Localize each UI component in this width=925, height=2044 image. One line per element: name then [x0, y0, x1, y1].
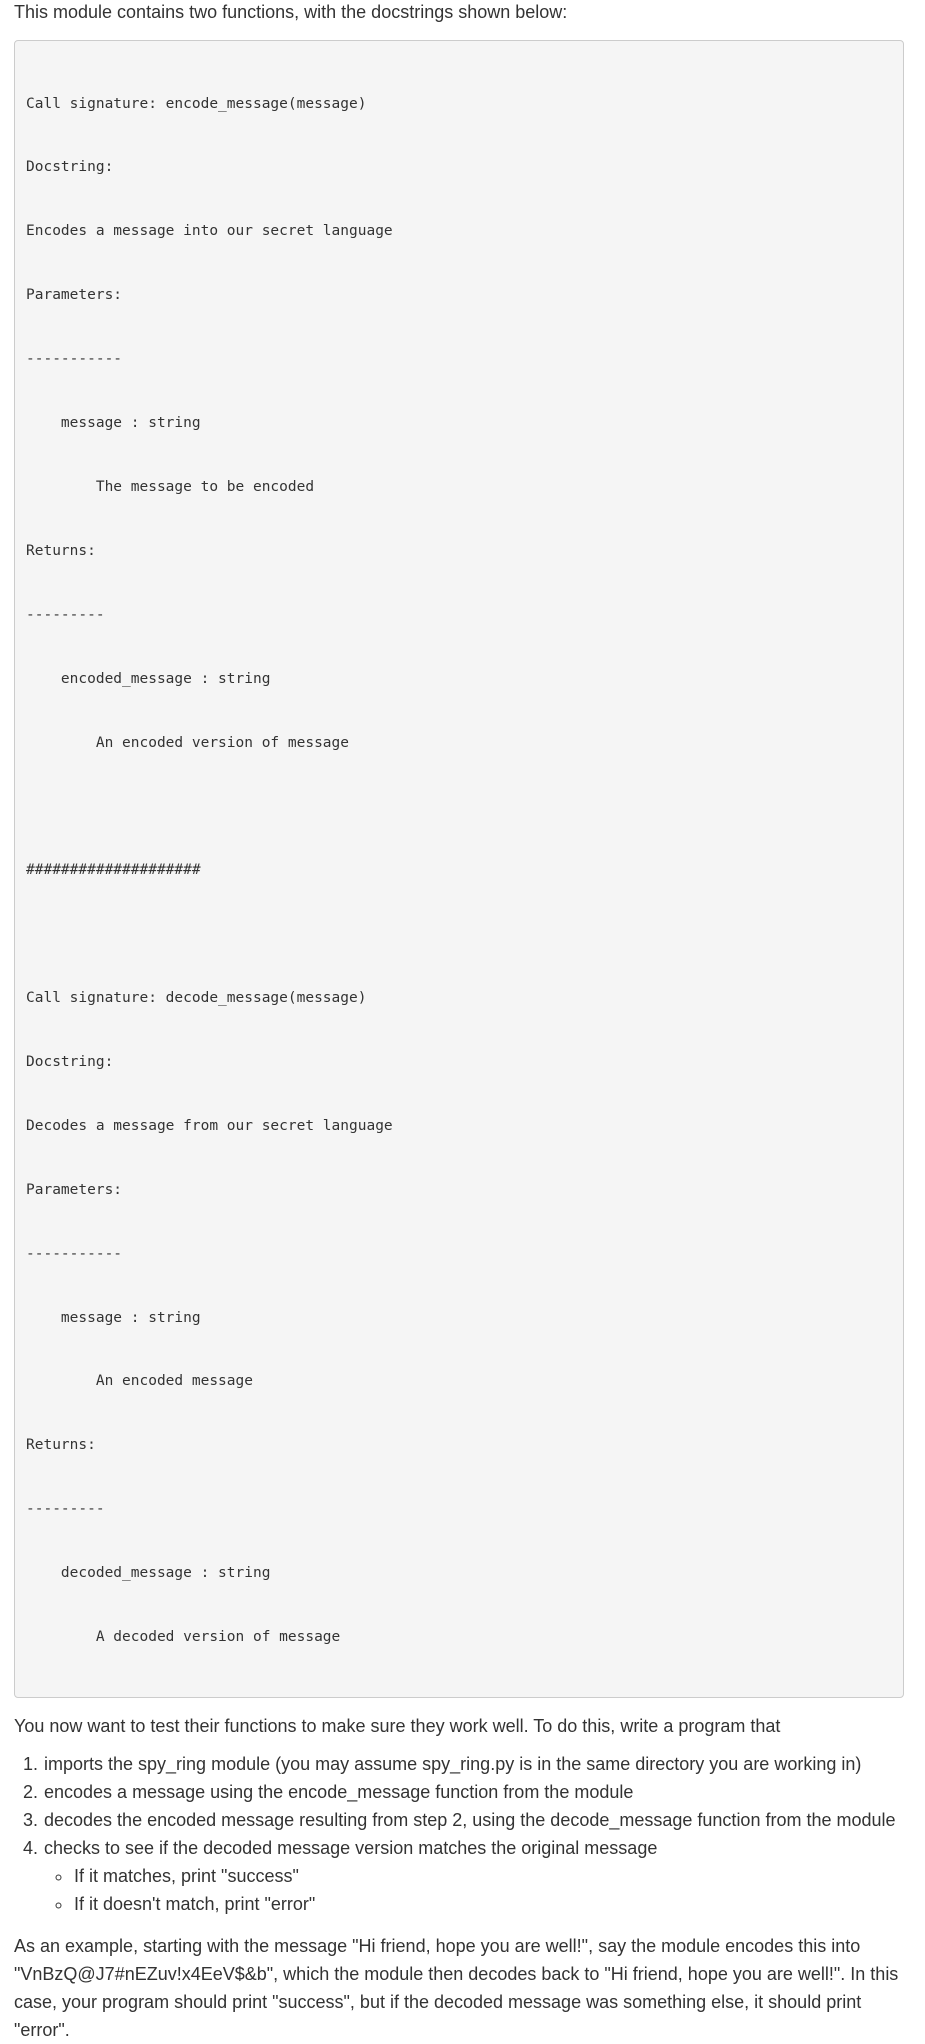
code-line: decoded_message : string	[26, 1565, 271, 1582]
code-line: ####################	[26, 862, 201, 879]
code-line: Parameters:	[26, 1181, 123, 1198]
code-line: Parameters:	[26, 287, 123, 304]
docstring-code-block	[14, 40, 904, 1698]
code-line: The message to be encoded	[26, 478, 315, 495]
code-line: An encoded message	[26, 1373, 253, 1390]
code-line: -----------	[26, 1245, 123, 1262]
code-line: A decoded version of message	[26, 1628, 341, 1645]
code-line: Encodes a message into our secret language	[26, 223, 393, 240]
code-line: message : string	[26, 415, 201, 432]
code-line: An encoded version of message	[26, 734, 350, 751]
code-line: ---------	[26, 606, 105, 623]
code-line	[26, 924, 892, 945]
list-item	[73, 1862, 909, 1890]
code-line: Call signature: decode_message(message)	[26, 990, 367, 1007]
code-line: message : string	[26, 1309, 201, 1326]
steps-list	[14, 1750, 909, 1918]
code-line: Docstring:	[26, 1053, 114, 1070]
task-intro-text: You now want to test their functions to make sure they work well. To do this, write a program that	[14, 1715, 781, 1736]
code-line: Docstring:	[26, 159, 114, 176]
list-item	[43, 1750, 909, 1778]
code-line: Call signature: encode_message(message)	[26, 95, 367, 112]
code-line: -----------	[26, 351, 123, 368]
list-item	[43, 1806, 909, 1834]
list-item	[73, 1890, 909, 1918]
step-text: imports the spy_ring module (you may assume spy_ring.py is in the same directory you are working in)	[44, 1753, 862, 1774]
list-item	[43, 1778, 909, 1806]
substep-text: If it doesn't match, print "error"	[74, 1893, 316, 1914]
step-text: encodes a message using the encode_message function from the module	[44, 1781, 634, 1802]
step-text: checks to see if the decoded message version matches the original message	[44, 1837, 658, 1858]
step-text: decodes the encoded message resulting from step 2, using the decode_message function from the module	[44, 1809, 896, 1830]
document	[14, 0, 909, 2044]
code-line	[26, 796, 892, 817]
code-line: ---------	[26, 1501, 105, 1518]
intro-text: This module contains two functions, with the docstrings shown below:	[14, 2, 568, 22]
code-line: Returns:	[26, 542, 96, 559]
substeps-list	[44, 1862, 909, 1918]
code-line: Decodes a message from our secret language	[26, 1117, 393, 1134]
list-item	[43, 1834, 909, 1918]
code-line: Returns:	[26, 1437, 96, 1454]
code-line: encoded_message : string	[26, 670, 271, 687]
example-text: As an example, starting with the message "Hi friend, hope you are well!", say the module encodes this into "VnBzQ@J7#nEZuv!x4EeV$&b", which the module then decodes back to "Hi friend, hope you are well!". In this case, your program should print "success", but if the decoded message was something else, it should print "error".	[14, 1935, 899, 2040]
substep-text: If it matches, print "success"	[74, 1865, 299, 1886]
